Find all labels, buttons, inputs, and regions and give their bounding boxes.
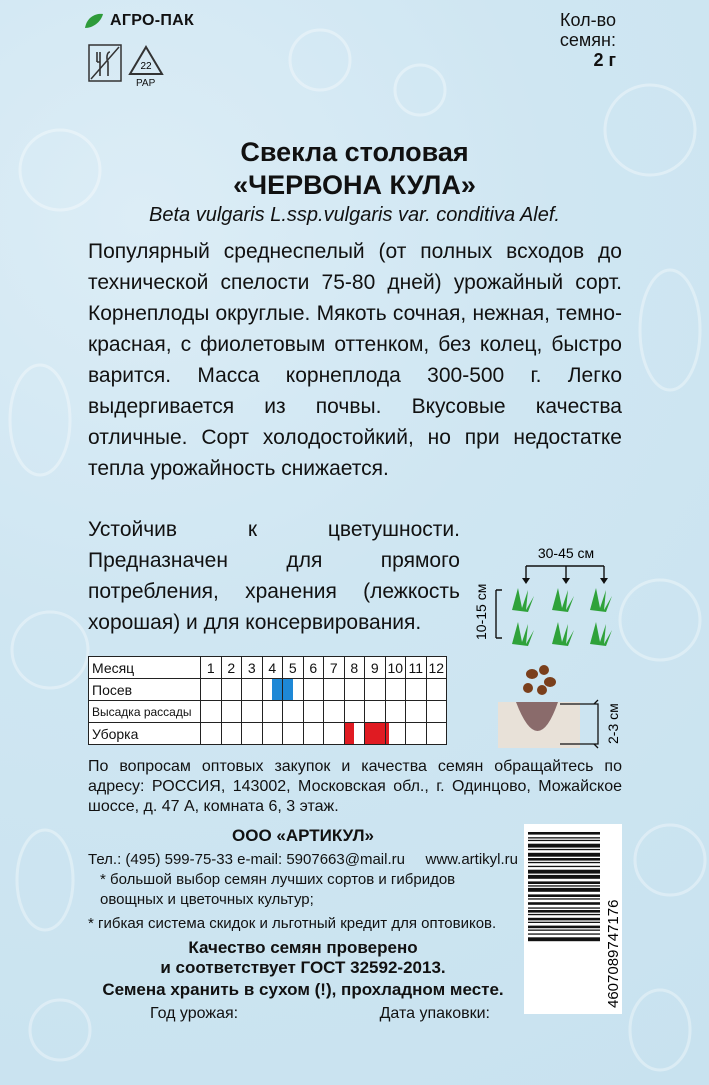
barcode-bar	[528, 837, 600, 838]
row-spacing-label: 30-45 см	[537, 545, 595, 561]
calendar-cell	[365, 701, 386, 723]
barcode-bar	[528, 898, 600, 899]
product-description: Популярный среднеспелый (от полных всходов до технической спелости 75-80 дней) урожайный сорт. Корнеплоды округлые. Мякоть сочная, нежная, темно-красная, с фиолетовым оттенком, без колец, быстро варится. Масса корнеплода 300-500 г. Легко выдергивается из почвы. Вкусовые качества отличные. Сорт холодостойкий, но при недостатке тепла урожайность снижается.	[88, 240, 622, 480]
calendar-header: Месяц	[89, 657, 201, 679]
product-title	[0, 136, 709, 202]
barcode-bar	[528, 881, 600, 884]
month-4: 4	[262, 657, 283, 679]
period-mark	[283, 679, 293, 700]
barcode-bar	[528, 914, 600, 915]
calendar-cell	[324, 723, 345, 745]
planting-scheme	[472, 540, 622, 650]
calendar-cell	[283, 679, 304, 701]
calendar-cell	[406, 723, 427, 745]
calendar-cell	[344, 701, 365, 723]
month-1: 1	[201, 657, 222, 679]
calendar-cell	[262, 723, 283, 745]
barcode-bar	[528, 853, 600, 857]
title-line-1: Свекла столовая	[240, 137, 469, 167]
no-food-icon	[88, 44, 122, 82]
calendar-cell	[221, 679, 242, 701]
calendar-cell	[365, 679, 386, 701]
barcode-bar	[528, 933, 600, 934]
calendar-cell	[426, 723, 447, 745]
sowing-depth-diagram	[498, 660, 624, 760]
calendar-cell	[303, 701, 324, 723]
product-description-2: Устойчив к цветушности. Предназначен для прямого потребления, хранения (лежкость хорошая) и для консервирования.	[88, 518, 460, 634]
calendar-cell	[303, 723, 324, 745]
calendar-cell	[406, 679, 427, 701]
note-discounts: * гибкая система скидок и льготный кредит для оптовиков.	[88, 915, 497, 932]
barcode-bar	[528, 858, 600, 861]
phone-email: Тел.: (495) 599-75-33 e-mail: 5907663@mail.ru	[88, 851, 405, 868]
calendar-cell	[426, 701, 447, 723]
quality-line-2: и соответствует ГОСТ 32592-2013.	[160, 958, 446, 977]
calendar-cell	[221, 723, 242, 745]
barcode-bar	[528, 875, 600, 879]
month-7: 7	[324, 657, 345, 679]
calendar-cell	[344, 679, 365, 701]
calendar-cell	[242, 723, 263, 745]
calendar-cell	[406, 701, 427, 723]
calendar-cell	[242, 701, 263, 723]
barcode-bar	[528, 930, 600, 931]
calendar-cell	[385, 679, 406, 701]
calendar-cell	[262, 701, 283, 723]
latin-name: Beta vulgaris L.ssp.vulgaris var. conditiva Alef.	[149, 204, 560, 226]
month-11: 11	[406, 657, 427, 679]
brand-logo	[83, 12, 194, 30]
note-assortment: * большой выбор семян лучших сортов и гибридов овощных и цветочных культур;	[100, 871, 456, 908]
recycle-icon	[126, 44, 166, 78]
contact-address: По вопросам оптовых закупок и качества семян обращайтесь по адресу: РОССИЯ, 143002, Московская обл., г. Одинцово, Можайское шоссе, д. 47 А, комната 6, 3 этаж.	[88, 758, 622, 815]
barcode-bar	[528, 894, 600, 897]
calendar-row	[89, 723, 447, 745]
calendar-row-label: Уборка	[89, 723, 201, 745]
calendar-cell	[201, 679, 222, 701]
calendar-cell	[201, 701, 222, 723]
quantity-label: Кол-во семян:	[559, 10, 616, 50]
company-block	[88, 826, 518, 1000]
calendar-row	[89, 679, 447, 701]
website: www.artikyl.ru	[425, 851, 518, 868]
calendar-cell	[365, 723, 386, 745]
storage-note: Семена хранить в сухом (!), прохладном месте.	[102, 980, 504, 999]
calendar-cell	[426, 679, 447, 701]
recycle-code: 22	[140, 61, 152, 72]
calendar-cell	[242, 679, 263, 701]
month-12: 12	[426, 657, 447, 679]
seedlings-icon	[512, 588, 612, 646]
period-mark	[365, 723, 385, 744]
pack-date-label: Дата упаковки:	[379, 1005, 490, 1022]
calendar-cell	[303, 679, 324, 701]
recycle-label: PAP	[136, 78, 156, 89]
barcode-bar	[528, 937, 600, 941]
month-6: 6	[303, 657, 324, 679]
calendar-cell	[262, 679, 283, 701]
quantity-value: 2 г	[593, 50, 616, 70]
barcode-bar	[528, 922, 600, 923]
month-8: 8	[344, 657, 365, 679]
calendar-row-label: Посев	[89, 679, 201, 701]
calendar-cell	[385, 723, 406, 745]
period-mark	[272, 679, 282, 700]
barcode-bar	[528, 862, 600, 863]
calendar-cell	[283, 723, 304, 745]
barcode-bar	[528, 885, 600, 886]
barcode-bar	[528, 844, 600, 848]
calendar-cell	[324, 679, 345, 701]
barcode-bar	[528, 870, 600, 874]
depth-label: 2-3 см	[605, 703, 621, 744]
barcode-bar	[528, 888, 600, 892]
seed-quantity	[546, 10, 616, 70]
period-mark	[386, 723, 390, 744]
calendar-cell	[324, 701, 345, 723]
barcode-bar	[528, 866, 600, 867]
harvest-year-label: Год урожая:	[150, 1005, 239, 1022]
calendar-cell	[283, 701, 304, 723]
calendar-row	[89, 701, 447, 723]
title-line-2: «ЧЕРВОНА КУЛА»	[233, 170, 476, 200]
month-10: 10	[385, 657, 406, 679]
plant-spacing-label: 10-15 см	[473, 583, 489, 640]
calendar-cell	[385, 701, 406, 723]
quality-line-1: Качество семян проверено	[188, 938, 418, 957]
calendar-cell	[344, 723, 365, 745]
month-3: 3	[242, 657, 263, 679]
month-5: 5	[283, 657, 304, 679]
barcode-bar	[528, 926, 600, 929]
seeds-icon	[523, 665, 556, 695]
barcode-bar	[528, 832, 600, 835]
leaf-icon	[83, 12, 105, 30]
company-name: ООО «АРТИКУЛ»	[232, 826, 374, 845]
month-9: 9	[365, 657, 386, 679]
barcode-bar	[528, 907, 600, 908]
brand-name: АГРО-ПАК	[110, 12, 195, 29]
calendar-cell	[221, 701, 242, 723]
barcode-bar	[528, 849, 600, 850]
calendar-cell	[201, 723, 222, 745]
barcode	[524, 824, 622, 1014]
barcode-bar	[528, 918, 600, 921]
period-mark	[345, 723, 355, 744]
footer-dates	[150, 1005, 490, 1023]
barcode-bar	[528, 902, 600, 905]
barcode-bar	[528, 840, 600, 841]
barcode-number: 4607089747176	[605, 899, 622, 1008]
calendar-row-label: Высадка рассады	[89, 701, 201, 723]
barcode-bar	[528, 910, 600, 913]
sowing-calendar	[88, 656, 447, 745]
month-2: 2	[221, 657, 242, 679]
